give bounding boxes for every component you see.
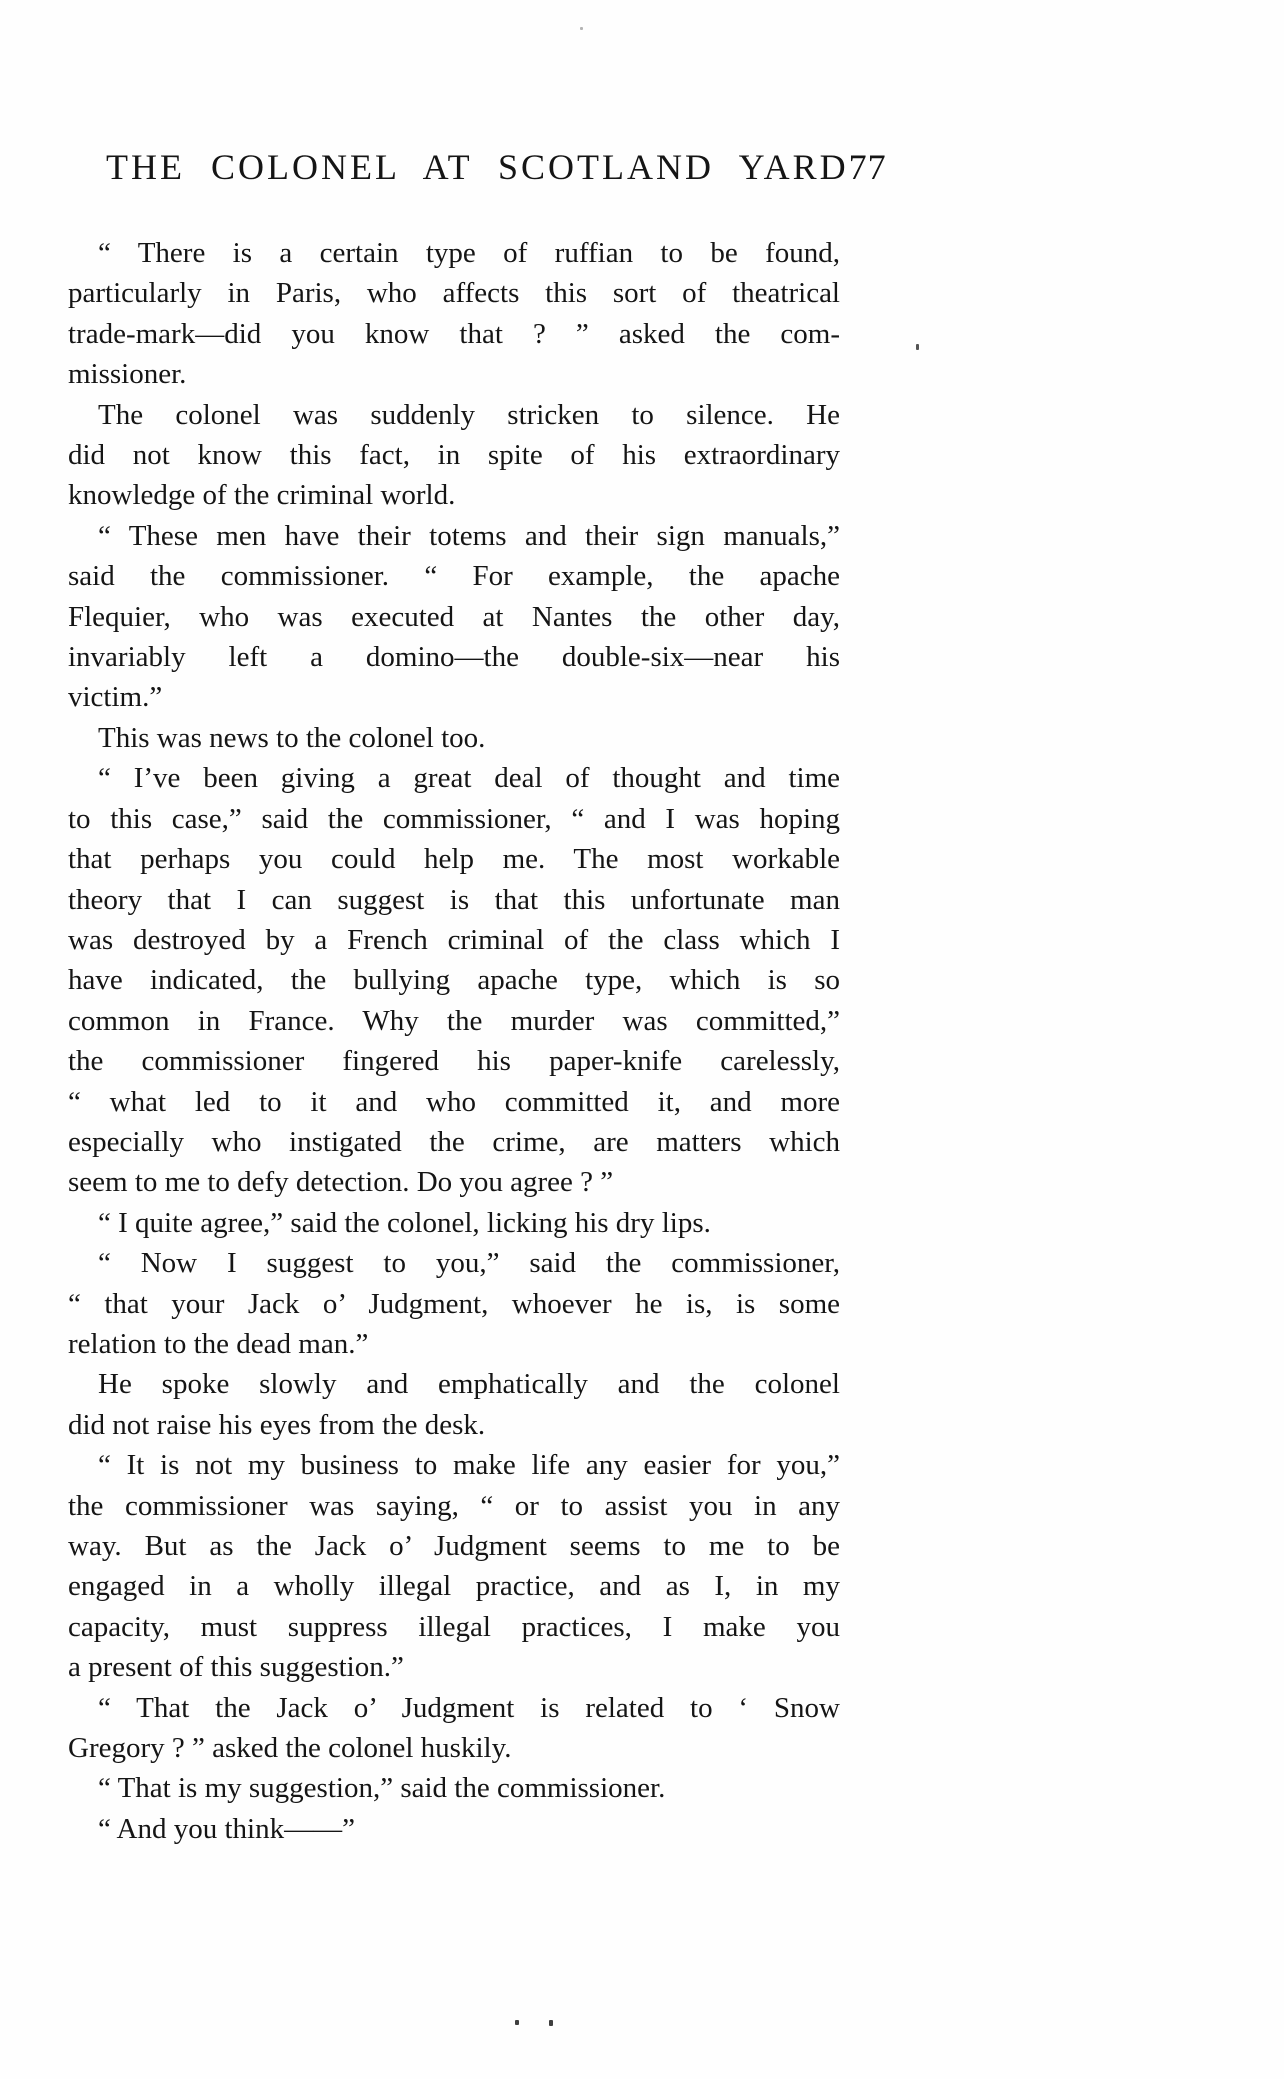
text-line: “ These men have their totems and their sign manuals,” [98,519,840,552]
text-line: did not know this fact, in spite of his extraordinary [68,439,840,472]
running-head [68,146,887,188]
text-line: Gregory ? ” asked the colonel huskily. [68,1732,512,1765]
text-line: the commissioner fingered his paper-knife carelessly, [68,1045,840,1078]
text-line: especially who instigated the crime, are matters which [68,1125,840,1158]
text-line: “ There is a certain type of ruffian to be found, [98,237,840,269]
ink-speck [916,344,919,350]
text-line: “ That the Jack o’ Judgment is related to ‘ Snow [98,1691,840,1724]
text-line: The colonel was suddenly stricken to silence. He [98,398,840,431]
paragraph [68,758,840,1202]
text-line: “ Now I suggest to you,” said the commissioner, [98,1247,840,1280]
text-line: Flequier, who was executed at Nantes the other day, [68,600,840,633]
ink-speck [515,2020,519,2025]
paragraph [68,1364,840,1445]
paragraph [68,1688,840,1769]
text-line: relation to the dead man.” [68,1327,369,1360]
text-line: to this case,” said the commissioner, “ and I was hoping [68,802,840,835]
text-line: common in France. Why the murder was committed,” [68,1004,840,1037]
paragraph [68,1243,840,1364]
text-line: “ And you think——” [98,1812,355,1845]
text-line: “ I’ve been giving a great deal of thought and time [98,762,840,795]
paragraph [68,516,840,718]
page-number: 77 [848,147,887,187]
text-line: victim.” [68,681,163,714]
text-line: knowledge of the criminal world. [68,479,456,512]
paragraph [68,718,840,758]
text-line: theory that I can suggest is that this unfortunate man [68,883,840,916]
text-line: that perhaps you could help me. The most workable [68,843,840,876]
text-line: invariably left a domino—the double-six—near his [68,641,840,674]
text-line: the commissioner was saying, “ or to assist you in any [68,1489,840,1522]
text-line: seem to me to defy detection. Do you agree ? ” [68,1166,614,1199]
paragraph [68,395,840,516]
text-line: did not raise his eyes from the desk. [68,1408,486,1441]
text-line: particularly in Paris, who affects this sort of theatrical [68,277,840,310]
paragraph [68,1809,840,1849]
text-line: way. But as the Jack o’ Judgment seems to me to be [68,1530,840,1562]
paragraph [68,1768,840,1808]
paragraph [68,233,840,395]
text-line: “ It is not my business to make life any easier for you,” [98,1449,840,1482]
ink-speck [580,27,583,30]
text-line: was destroyed by a French criminal of the class which I [68,923,840,956]
text-line: “ I quite agree,” said the colonel, licking his dry lips. [98,1206,711,1239]
text-line: “ That is my suggestion,” said the commissioner. [98,1772,666,1805]
text-line: “ what led to it and who committed it, and more [68,1085,840,1118]
text-line: have indicated, the bullying apache type, which is so [68,964,840,997]
page-header-title: THE COLONEL AT SCOTLAND YARD [106,147,849,187]
paragraph [68,1445,840,1687]
text-line: said the commissioner. “ For example, the apache [68,560,840,593]
text-line: trade-mark—did you know that ? ” asked the com- [68,317,840,350]
text-line: missioner. [68,358,187,391]
text-line: He spoke slowly and emphatically and the colonel [98,1368,840,1401]
paragraph [68,1203,840,1243]
ink-speck [549,2020,553,2026]
text-line: engaged in a wholly illegal practice, and as I, in my [68,1570,840,1603]
text-line: a present of this suggestion.” [68,1651,404,1684]
text-line: capacity, must suppress illegal practices, I make you [68,1610,840,1643]
text-line: This was news to the colonel too. [98,721,486,754]
page-text [68,233,840,1849]
text-line: “ that your Jack o’ Judgment, whoever he is, is some [68,1287,840,1320]
